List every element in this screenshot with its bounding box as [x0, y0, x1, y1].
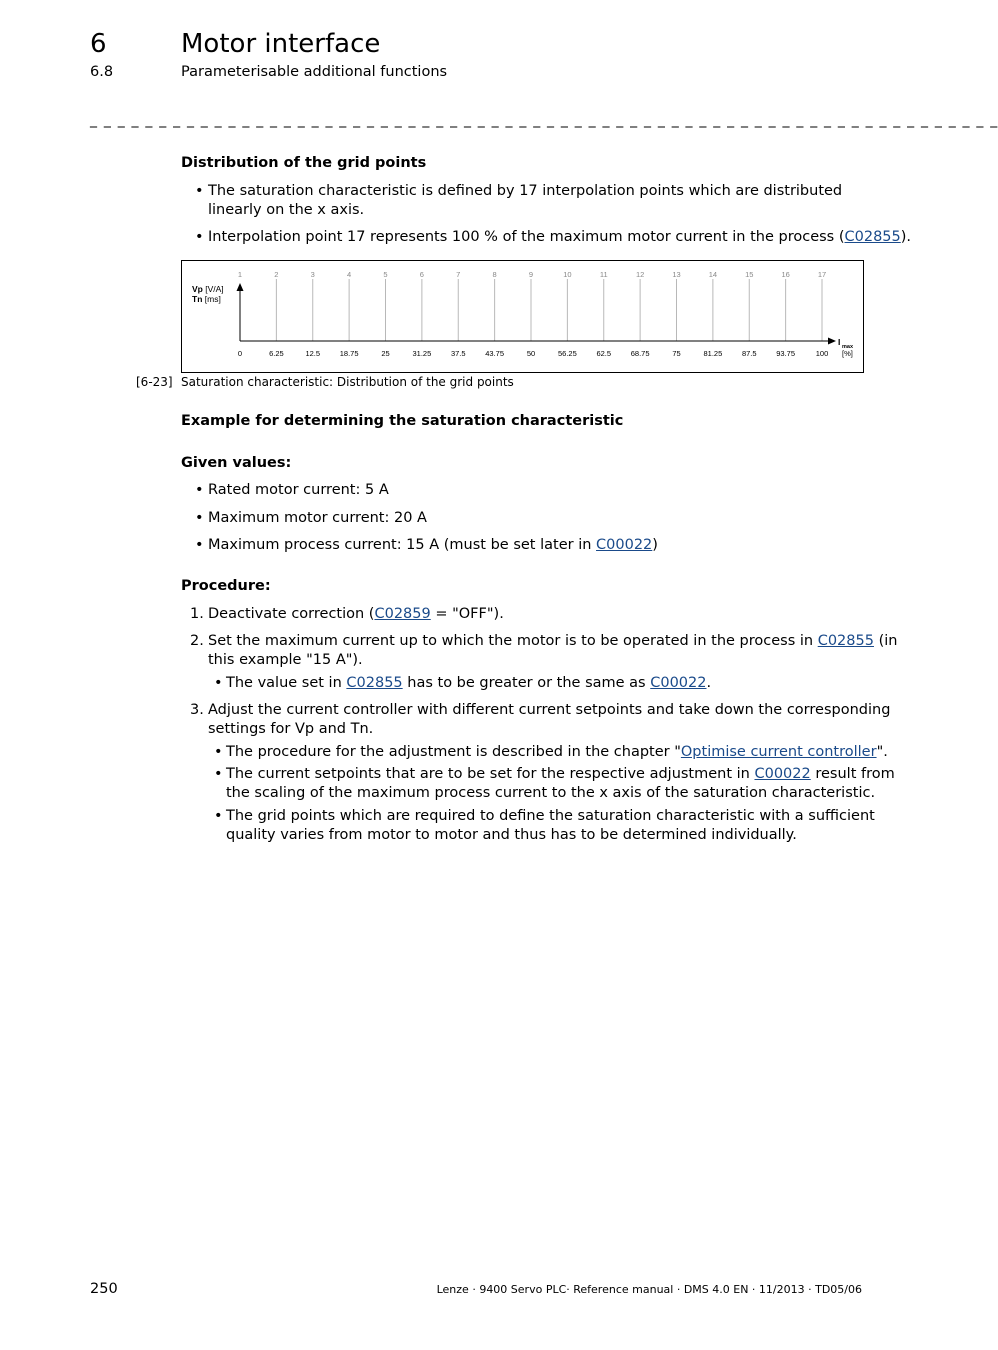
bullet-dot: • — [195, 183, 204, 199]
y-axis-arrow — [237, 283, 244, 291]
point-number-label: 6 — [419, 270, 424, 279]
step-3-text-line2: settings for Vp and Tn. — [208, 721, 374, 737]
link-c00022[interactable]: C00022 — [596, 537, 653, 553]
x-tick-label: 100 — [815, 349, 829, 358]
header-separator: _ _ _ _ _ _ _ _ _ _ _ _ _ _ _ _ _ _ _ _ _ _ _ _ _ _ _ _ _ _ _ _ _ _ _ _ _ _ _ _ _ _ _ _ _ _ _ _ _ _ _ _ _ _ _ _ _ _ _ _ _ _ _ _ _ _ — [90, 112, 998, 128]
example-heading: Example for determining the saturation characteristic — [181, 413, 624, 429]
x-tick-label: 81.25 — [703, 349, 723, 358]
x-tick-label: 12.5 — [305, 349, 321, 358]
xlabel-sub: max — [842, 344, 854, 350]
step-1-number: 1. — [190, 606, 204, 622]
point-number-label: 14 — [708, 270, 718, 279]
page-number: 250 — [90, 1281, 118, 1297]
step-3-subitem-3: The grid points which are required to define the saturation characteristic with a sufficient — [226, 808, 875, 824]
ylabel-vp: Vp [V/A] — [192, 284, 224, 294]
link-c02859[interactable]: C02859 — [374, 606, 431, 622]
step-3-subitem-3-line2: quality varies from motor to motor and thus has to be determined individually. — [226, 827, 797, 843]
x-tick-label: 93.75 — [776, 349, 796, 358]
point-number-label: 4 — [347, 270, 352, 279]
bullet-dot: • — [214, 766, 223, 782]
bullet-dot: • — [195, 537, 204, 553]
bullet-dot: • — [214, 675, 223, 691]
x-tick-label: 62.5 — [596, 349, 612, 358]
grid-bullet-1: The saturation characteristic is defined by 17 interpolation points which are distributed linearly on the x axis. — [208, 183, 843, 218]
step-2-text: Set the maximum current up to which the motor is to be operated in the process in C02855 (in — [208, 633, 898, 649]
x-tick-label: 18.75 — [339, 349, 359, 358]
point-number-label: 9 — [528, 270, 534, 279]
link-c00022[interactable]: C00022 — [754, 766, 811, 782]
step-3-subitem-2: The current setpoints that are to be set for the respective adjustment in C00022 result from — [226, 766, 895, 782]
point-number-label: 2 — [274, 270, 279, 279]
link-c00022[interactable]: C00022 — [650, 675, 707, 691]
link-c02855[interactable]: C02855 — [817, 633, 874, 649]
figure-caption-number: [6-23] — [136, 375, 173, 389]
x-tick-label: 75 — [672, 349, 681, 358]
bullet-dot: • — [195, 229, 204, 245]
x-tick-label: 6.25 — [269, 349, 284, 358]
x-tick-label: 0 — [237, 349, 243, 358]
point-number-label: 12 — [635, 270, 645, 279]
bullet-dot: • — [214, 808, 223, 824]
link-c02855[interactable]: C02855 — [346, 675, 403, 691]
chapter-number: 6 — [90, 29, 107, 59]
document-info: Lenze · 9400 Servo PLC· Reference manual · DMS 4.0 EN · 11/2013 · TD05/06 — [436, 1283, 862, 1296]
given-item-1: Rated motor current: 5 A — [208, 482, 389, 498]
grid-bullet-2: Interpolation point 17 represents 100 % of the maximum motor current in the process (C02855). — [208, 229, 912, 245]
link-optimise-current-controller[interactable]: Optimise current controller — [680, 744, 877, 760]
point-number-label: 3 — [310, 270, 315, 279]
point-number-label: 5 — [383, 270, 388, 279]
section-number: 6.8 — [90, 64, 114, 80]
point-number-label: 15 — [745, 270, 754, 279]
bullet-dot: • — [214, 744, 223, 760]
ylabel-tn: Tn [ms] — [192, 294, 221, 304]
x-tick-label: 31.25 — [412, 349, 432, 358]
step-3-subitem-1: The procedure for the adjustment is described in the chapter "Optimise current controller". — [226, 744, 888, 760]
figure-frame — [181, 260, 864, 373]
x-tick-label: 37.5 — [450, 349, 466, 358]
step-2-text-line2: this example "15 A"). — [208, 652, 363, 668]
step-2-number: 2. — [190, 633, 204, 649]
saturation-chart — [182, 261, 863, 372]
procedure-heading: Procedure: — [181, 578, 271, 594]
step-3-number: 3. — [190, 702, 204, 718]
grid-heading: Distribution of the grid points — [181, 155, 427, 171]
chapter-title: Motor interface — [181, 29, 381, 59]
bullet-dot: • — [195, 482, 204, 498]
point-number-label: 7 — [456, 270, 461, 279]
point-number-label: 10 — [563, 270, 572, 279]
point-number-label: 17 — [817, 270, 827, 279]
step-1-text: Deactivate correction (C02859 = "OFF"). — [208, 606, 504, 622]
given-heading: Given values: — [181, 455, 292, 471]
x-tick-label: 50 — [526, 349, 536, 358]
point-number-label: 8 — [492, 270, 497, 279]
x-tick-label: 87.5 — [741, 349, 757, 358]
given-item-2: Maximum motor current: 20 A — [208, 510, 427, 526]
xlabel-imax: I — [838, 337, 841, 347]
point-number-label: 13 — [672, 270, 681, 279]
x-tick-label: 43.75 — [485, 349, 505, 358]
x-tick-label: 68.75 — [630, 349, 650, 358]
x-tick-label: 25 — [381, 349, 390, 358]
point-number-label: 1 — [237, 270, 243, 279]
step-2-subitem: The value set in C02855 has to be greater or the same as C00022. — [226, 675, 712, 691]
section-title: Parameterisable additional functions — [181, 64, 448, 80]
point-number-label: 16 — [781, 270, 790, 279]
x-tick-label: 56.25 — [557, 349, 577, 358]
point-number-label: 11 — [599, 270, 608, 279]
bullet-dot: • — [195, 510, 204, 526]
figure-caption: Saturation characteristic: Distribution of the grid points — [181, 375, 514, 389]
step-3-text: Adjust the current controller with different current setpoints and take down the corresponding — [208, 702, 891, 718]
x-unit-label: [%] — [842, 349, 853, 358]
given-item-3: Maximum process current: 15 A (must be set later in C00022) — [208, 537, 658, 553]
step-3-subitem-2-line2: the scaling of the maximum process current to the x axis of the saturation characteristic. — [226, 785, 876, 801]
x-axis-arrow — [828, 338, 836, 345]
link-c02855[interactable]: C02855 — [844, 229, 901, 245]
